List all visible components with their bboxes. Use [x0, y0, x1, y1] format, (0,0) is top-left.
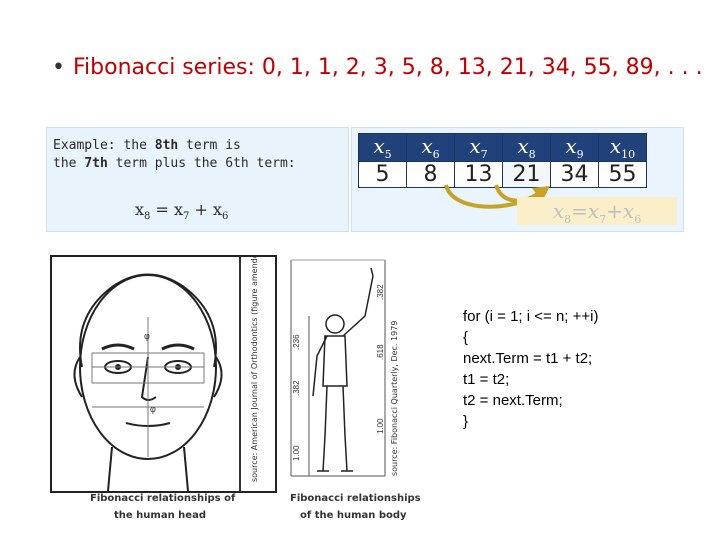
code-block: [463, 306, 598, 432]
body-source: source: Fibonacci Quarterly, Dec. 1979: [390, 320, 399, 476]
code-line: {: [463, 329, 469, 346]
value-cell: 55: [599, 162, 647, 188]
value-cell: 21: [503, 162, 551, 188]
body-figure: [285, 256, 403, 487]
code-line: t1 = t2;: [463, 371, 510, 388]
header-cell: $x_9$: [551, 134, 599, 162]
header-cell: $x_8$: [503, 134, 551, 162]
example-line-1-suffix: term is: [178, 138, 241, 153]
code-line: t2 = next.Term;: [463, 392, 563, 409]
formula-lhs: x: [135, 200, 145, 219]
sequence-panel: [351, 127, 684, 232]
body-label: .236: [292, 334, 301, 350]
formula-lhs-sub: 8: [144, 211, 151, 223]
head-illustration: [52, 257, 275, 491]
body-label: 1.00: [376, 418, 385, 434]
value-cell: 5: [359, 162, 407, 188]
value-cell: 8: [407, 162, 455, 188]
code-line: for (i = 1; i <= n; ++i): [463, 308, 599, 325]
bullet: •: [52, 55, 65, 80]
header-cell: $x_7$: [455, 134, 503, 162]
body-caption: [290, 490, 421, 524]
example-panel: [46, 127, 349, 232]
head-caption: [90, 490, 235, 524]
example-line-2: [53, 156, 296, 171]
body-label: .382: [376, 284, 385, 300]
svg-text:φ: φ: [144, 331, 150, 341]
head-figure: [50, 255, 277, 493]
head-source: source: American Journal of Orthodontics (figure amended): [250, 257, 259, 482]
example-line-2-prefix: the: [53, 156, 85, 171]
body-illustration: [285, 256, 403, 487]
example-line-1: [53, 138, 241, 153]
head-caption-line-2: the human head: [114, 510, 206, 521]
body-caption-line-1: Fibonacci relationships: [290, 493, 421, 504]
svg-text:φ: φ: [150, 404, 156, 414]
body-caption-line-2: of the human body: [300, 510, 407, 521]
code-line: }: [463, 413, 469, 430]
example-line-2-suffix: term plus the 6th term:: [107, 156, 296, 171]
value-cell: 13: [455, 162, 503, 188]
body-label: .382: [292, 380, 301, 396]
formula-plus: +: [189, 200, 213, 219]
value-cell: 34: [551, 162, 599, 188]
formula-b: x: [212, 200, 222, 219]
formula-b-sub: 6: [222, 211, 229, 223]
example-line-1-bold: 8th: [154, 138, 179, 153]
formula-a: x: [173, 200, 184, 219]
header-cell: $x_6$: [407, 134, 455, 162]
formula-a-sub: 7: [183, 211, 190, 223]
head-caption-line-1: Fibonacci relationships of: [90, 493, 236, 504]
body-label: .618: [376, 344, 385, 360]
code-line: next.Term = t1 + t2;: [463, 350, 593, 367]
example-formula: [135, 200, 228, 222]
formula-eq: =: [150, 200, 174, 219]
result-formula: $x_8=x_7+x_6$: [517, 197, 677, 225]
slide-title: [52, 55, 712, 80]
body-label: 1.00: [292, 445, 301, 461]
example-line-2-bold: 7th: [84, 156, 108, 171]
header-cell: $x_5$: [359, 134, 407, 162]
example-line-1-prefix: Example: the: [53, 138, 155, 153]
header-cell: $x_{10}$: [599, 134, 647, 162]
title-text: Fibonacci series: 0, 1, 1, 2, 3, 5, 8, 13, 21, 34, 55, 89, . . .: [72, 55, 703, 80]
